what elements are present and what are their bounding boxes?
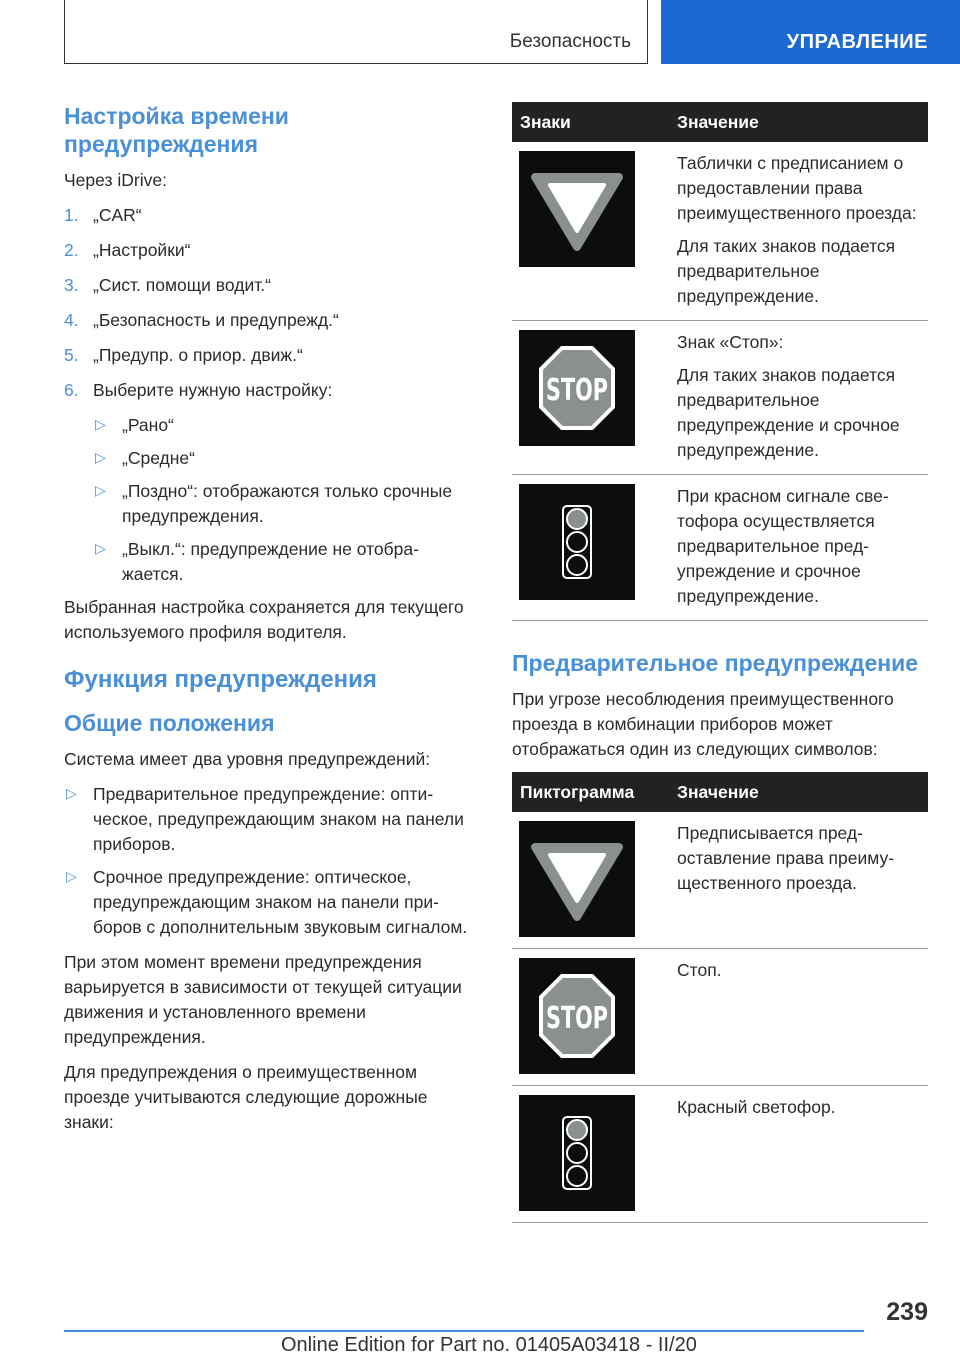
right-column [512, 102, 928, 1251]
bullet-triangle-icon: ▷ [66, 868, 77, 884]
option-item: ▷ „Средне“ [93, 446, 474, 471]
level-item: ▷ Срочное предупреждение: оптическое, предупреждающим знаком на панели приборов с дополнительным звуковым сигналом. [64, 865, 474, 940]
traffic-light-icon [519, 1095, 635, 1211]
bullet-triangle-icon: ▷ [95, 449, 106, 465]
meaning-text: Знак «Стоп»: [677, 332, 784, 352]
column-header-meaning: Значение [669, 102, 928, 142]
table-header-row [512, 772, 928, 812]
stop-sign-icon [519, 958, 635, 1074]
stop-sign-icon [519, 330, 635, 446]
meaning-text: Стоп. [677, 960, 722, 980]
column-header-signs: Знаки [512, 102, 669, 142]
meaning-text: Для таких знаков подается предварительное предупреждение и срочное предупреждение. [677, 365, 900, 460]
column-header-meaning: Значение [669, 772, 928, 812]
left-column [64, 102, 474, 1145]
idrive-intro: Через iDrive: [64, 170, 167, 190]
yield-sign-icon [519, 151, 635, 267]
table-row [512, 321, 928, 475]
header-chapter-title: УПРАВЛЕНИЕ [786, 31, 928, 53]
table-row [512, 949, 928, 1086]
signs-intro: Для предупреждения о преимущественном проезде учитываются следующие дорожные знаки: [64, 1062, 428, 1132]
heading-warning-time: Настройка времени предупреждения [64, 103, 289, 157]
pictogram-table [512, 772, 928, 1223]
meaning-text: Для таких знаков подается предварительное предупреждение. [677, 236, 896, 306]
step-item: 5. „Предупр. о приор. движ.“ [64, 345, 303, 365]
footer-edition: Online Edition for Part no. 01405A03418 - II/20 [281, 1334, 697, 1356]
setting-options [93, 413, 474, 587]
header-section-box [64, 0, 648, 64]
warning-levels [64, 782, 474, 940]
bullet-triangle-icon: ▷ [95, 416, 106, 432]
svg-text:STOP: STOP [546, 373, 608, 408]
heading-warning-function: Функция предупреждения [64, 666, 377, 693]
column-header-pictogram: Пиктограмма [512, 772, 669, 812]
idrive-steps [64, 203, 474, 403]
meaning-text: Красный светофор. [677, 1097, 836, 1117]
meaning-text: При красном сигнале светофора осуществляется предварительное предупреждение и срочное предупреждение. [677, 486, 889, 606]
table-row [512, 475, 928, 621]
meaning-text: Предписывается предоставление права преимущественного проезда. [677, 823, 895, 893]
meaning-text: Таблички с предписанием о предоставлении права преимущественного проезда: [677, 153, 917, 223]
yield-sign-icon [519, 821, 635, 937]
bullet-triangle-icon: ▷ [66, 785, 77, 801]
header-chapter-tab[interactable] [661, 0, 960, 64]
table-header-row [512, 102, 928, 142]
step-item: 4. „Безопасность и предупрежд.“ [64, 310, 339, 330]
heading-general: Общие положения [64, 710, 275, 736]
pre-warning-text: При угрозе несоблюдения преимущественного проезда в комбинации приборов может отображаться один из следующих символов: [512, 689, 894, 759]
bullet-triangle-icon: ▷ [95, 482, 106, 498]
option-item: ▷ „Рано“ [93, 413, 474, 438]
page-number: 239 [886, 1298, 928, 1326]
table-row [512, 142, 928, 321]
step-item: 2. „Настройки“ [64, 240, 191, 260]
step-item: 6. Выберите нужную настройку: [64, 380, 333, 400]
heading-pre-warning: Предварительное предупреждение [512, 650, 919, 676]
timing-text: При этом момент времени предупреждения варьируется в зависимости от текущей ситуации движения и установленного времени предупреждения. [64, 952, 462, 1047]
signs-table [512, 102, 928, 621]
header-section-title: Безопасность [509, 31, 631, 52]
footer-divider [64, 1330, 864, 1332]
levels-intro: Система имеет два уровня предупреждений: [64, 749, 431, 769]
table-row [512, 812, 928, 949]
option-item: ▷ „Выкл.“: предупреждение не отображается. [93, 537, 474, 587]
svg-text:STOP: STOP [546, 1001, 608, 1036]
saved-note: Выбранная настройка сохраняется для текущего используемого профиля водителя. [64, 597, 464, 642]
bullet-triangle-icon: ▷ [95, 540, 106, 556]
traffic-light-icon [519, 484, 635, 600]
level-item: ▷ Предварительное предупреждение: оптическое, предупреждающим знаком на панели приборов. [64, 782, 474, 857]
step-item: 3. „Сист. помощи водит.“ [64, 275, 271, 295]
table-row [512, 1086, 928, 1223]
option-item: ▷ „Поздно“: отображаются только срочные предупреждения. [93, 479, 474, 529]
step-item: 1. „CAR“ [64, 205, 142, 225]
